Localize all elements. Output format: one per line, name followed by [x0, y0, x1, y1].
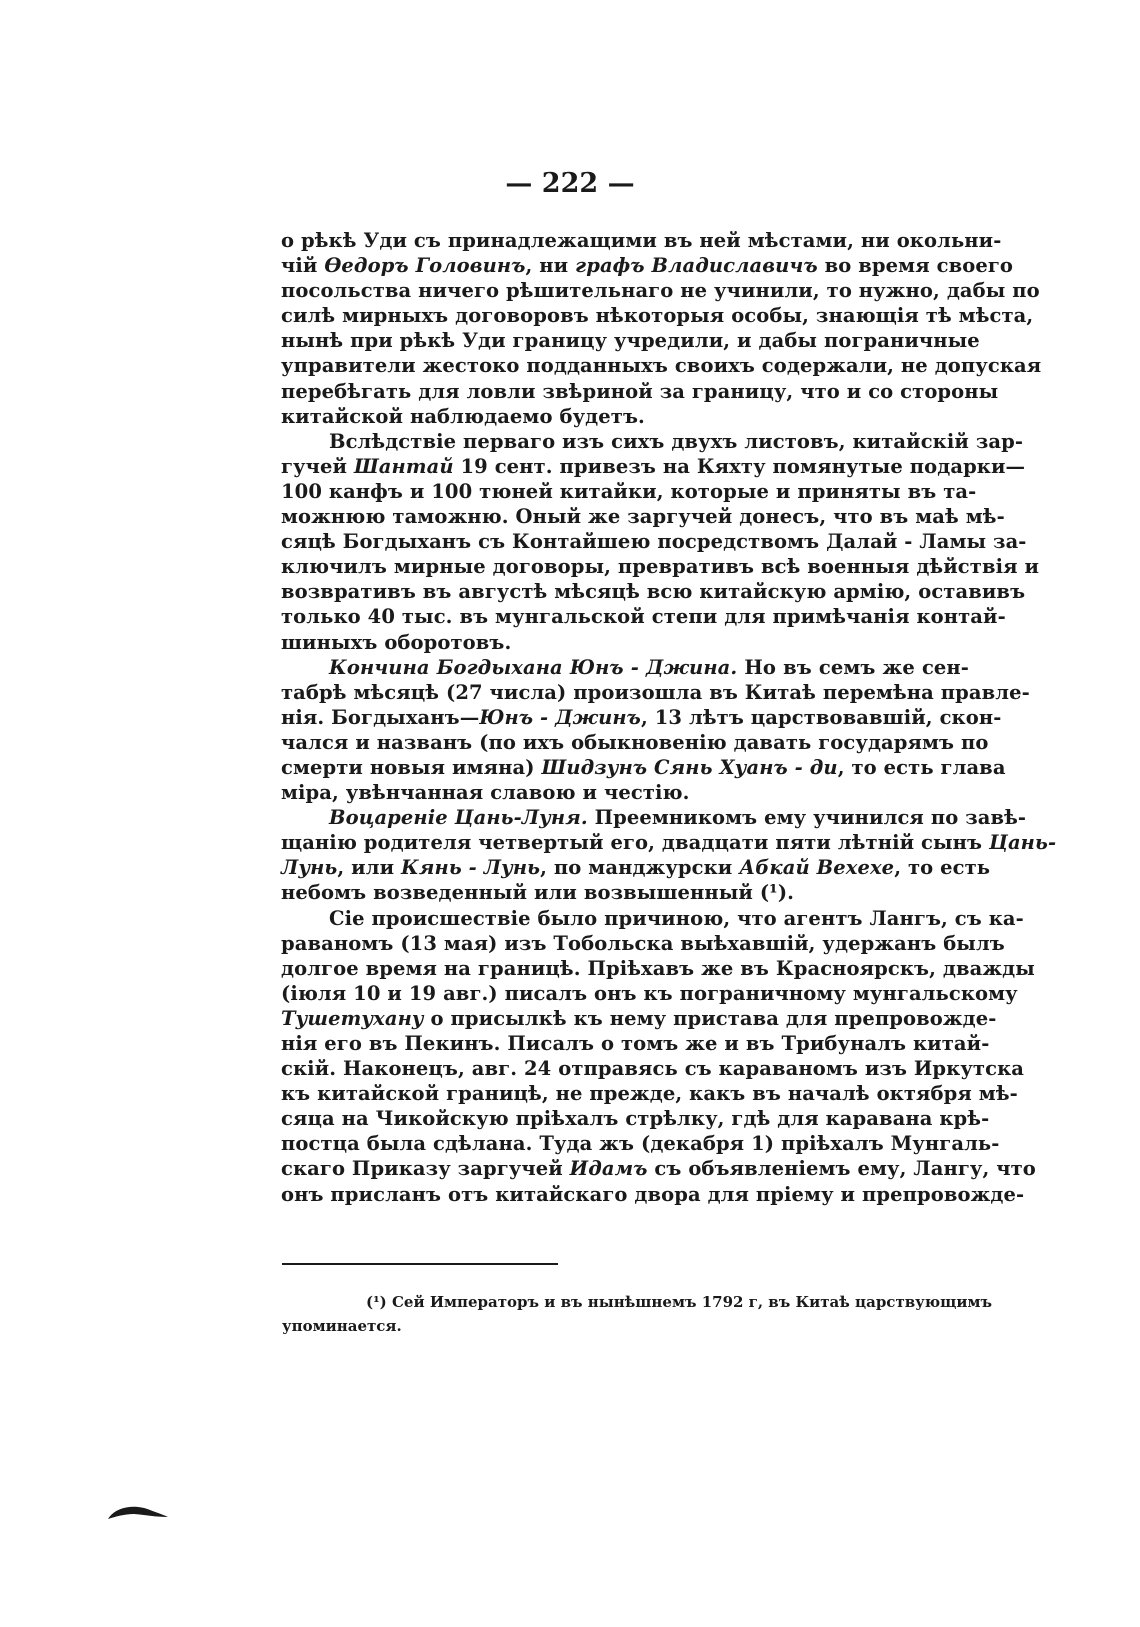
text-run: міра, увѣнчанная славою и честію.: [281, 781, 690, 805]
italic-name: Лунь: [281, 856, 338, 880]
text-run: , ни: [525, 254, 576, 278]
text-line: [281, 328, 980, 353]
footnote-line: (¹) Сей Императоръ и въ нынѣшнемъ 1792 г, въ Китаѣ царствующимъ: [366, 1293, 993, 1311]
text-line: [281, 379, 999, 404]
text-line: [281, 404, 969, 429]
text-line: [281, 429, 1024, 454]
text-run: смерти новыя имяна): [281, 755, 542, 779]
text-line: [281, 479, 977, 504]
text-run: посольства ничего рѣшительнаго не учинили, то нужно, дабы по: [281, 279, 1040, 303]
italic-name: Абкай Вехехе: [739, 856, 895, 880]
text-run: , или: [337, 856, 402, 880]
text-line: [281, 780, 969, 805]
text-run: во время своего: [817, 254, 1013, 278]
text-run: сяца на Чикойскую пріѣхалъ стрѣлку, гдѣ для каравана крѣ-: [281, 1107, 990, 1131]
text-line: [281, 579, 1026, 604]
text-run: , 13 лѣтъ царствовавшій, скон-: [640, 705, 1002, 729]
text-run: нія его въ Пекинъ. Писалъ о томъ же и въ Трибуналъ китай-: [281, 1032, 990, 1055]
text-run: возвративъ въ августѣ мѣсяцѣ всю китайскую армію, оставивъ: [281, 580, 1026, 604]
italic-name: Воцареніе Цань-Луня.: [329, 806, 588, 830]
text-run: сяцѣ Богдыханъ съ Контайшею посредствомъ Далай - Ламы за-: [281, 530, 1027, 554]
italic-name: Кянь - Лунь: [401, 856, 541, 880]
text-run: нынѣ при рѣкѣ Уди границу учредили, и дабы пограничные: [281, 329, 980, 353]
text-run: , по манджурски: [540, 856, 740, 880]
text-run: силѣ мирныхъ договоровъ нѣкоторыя особы, знающія тѣ мѣста,: [281, 304, 1034, 328]
text-line: [281, 554, 1040, 579]
text-run: Вслѣдствіе перваго изъ сихъ двухъ листовъ, китайскій зар-: [329, 429, 1024, 453]
text-line: [281, 680, 1030, 705]
text-run: Преемникомъ ему учинился по завѣ-: [587, 806, 1027, 830]
page-number: — 222 —: [505, 168, 635, 199]
text-run: Но въ семъ же сен-: [737, 655, 969, 679]
text-line: [281, 1182, 1025, 1207]
italic-name: Тушетухану: [281, 1006, 424, 1030]
text-line: [281, 253, 1013, 278]
text-run: гучей: [281, 454, 354, 478]
text-line: [281, 755, 1006, 780]
text-run: , то есть глава: [837, 755, 1006, 779]
italic-name: Юнъ - Джинъ: [479, 705, 641, 729]
text-run: только 40 тыс. въ мунгальской степи для примѣчанія контай-: [281, 605, 1006, 629]
text-line: [281, 830, 1057, 855]
body-text: [281, 228, 1057, 1207]
text-line: [281, 1106, 990, 1131]
italic-name: Кончина Богдыхана Юнъ - Джина.: [329, 655, 738, 679]
text-line: [281, 504, 1005, 529]
text-run: раваномъ (13 мая) изъ Тобольска выѣхавшій, удержанъ былъ: [281, 931, 1005, 955]
text-run: управители жестоко подданныхъ своихъ содержали, не допуская: [281, 354, 1042, 378]
text-line: [281, 931, 1005, 956]
text-run: 19 сент. привезъ на Кяхту помянутые подарки—: [453, 454, 1026, 478]
text-run: (іюля 10 и 19 авг.) писалъ онъ къ пограничному мунгальскому: [281, 981, 1018, 1005]
text-run: къ китайской границѣ, не прежде, какъ въ началѣ октября мѣ-: [281, 1082, 1018, 1106]
italic-name: Шидзунъ Сянь Хуанъ - ди: [541, 755, 838, 779]
text-run: перебѣгать для ловли звѣриной за границу, что и со стороны: [281, 379, 999, 403]
text-run: постца была сдѣлана. Туда жъ (декабря 1) пріѣхалъ Мунгаль-: [281, 1132, 1000, 1156]
italic-name: Идамъ: [569, 1157, 648, 1181]
text-line: [281, 303, 1034, 328]
text-run: ключилъ мирные договоры, превративъ всѣ военныя дѣйствія и: [281, 555, 1040, 579]
text-line: [281, 655, 969, 680]
text-line: [281, 805, 1027, 830]
text-line: [281, 278, 1040, 303]
text-run: скій. Наконецъ, авг. 24 отправясь съ караваномъ изъ Иркутска: [281, 1057, 1025, 1081]
text-line: [281, 604, 1006, 629]
text-line: [281, 529, 1027, 554]
italic-name: графъ Владиславичъ: [575, 254, 818, 278]
text-run: щанію родителя четвертый его, двадцати пяти лѣтній сынъ: [281, 831, 989, 855]
text-line: [281, 956, 1035, 981]
italic-name: Шантай: [353, 454, 454, 478]
text-line: [281, 1006, 997, 1031]
text-run: Сіе происшествіе было причиною, что агентъ Лангъ, съ ка-: [329, 906, 1024, 930]
text-run: шиныхъ оборотовъ.: [281, 630, 512, 654]
text-run: долгое время на границѣ. Пріѣхавъ же въ Красноярскъ, дважды: [281, 956, 1035, 980]
italic-name: Ѳедоръ Головинъ: [324, 254, 526, 278]
text-line: [281, 1081, 1018, 1106]
italic-name: Цань-: [989, 831, 1057, 855]
text-line: [281, 630, 969, 655]
text-run: нія. Богдыханъ—: [281, 705, 480, 729]
text-line: [281, 1131, 1000, 1156]
text-run: чій: [281, 254, 325, 278]
footnote-line: упоминается.: [282, 1317, 402, 1335]
text-line: [281, 880, 969, 905]
text-line: [281, 454, 1026, 479]
text-line: [281, 353, 1042, 378]
page-curl-mark-icon: [106, 1502, 170, 1524]
text-run: онъ присланъ отъ китайскаго двора для пріему и препровожде-: [281, 1182, 1025, 1206]
text-run: можнюю таможню. Оный же заргучей донесъ, что въ маѣ мѣ-: [281, 505, 1005, 529]
text-line: [281, 1156, 1036, 1181]
footnote-divider: [282, 1263, 558, 1265]
text-line: [281, 705, 1002, 730]
text-line: [281, 730, 989, 755]
text-line: [281, 1031, 990, 1056]
text-line: [281, 906, 1024, 931]
text-line: [281, 981, 1018, 1006]
text-run: небомъ возведенный или возвышенный (¹).: [281, 881, 795, 905]
text-line: [281, 228, 1002, 253]
text-run: 100 канфъ и 100 тюней китайки, которые и приняты въ та-: [281, 479, 977, 503]
text-run: о присылкѣ къ нему пристава для препровожде-: [423, 1006, 997, 1030]
footnote: [282, 1290, 993, 1338]
text-run: скаго Приказу заргучей: [281, 1157, 570, 1181]
text-line: [281, 1056, 1025, 1081]
text-run: , то есть: [894, 856, 991, 880]
text-run: о рѣкѣ Уди съ принадлежащими въ ней мѣстами, ни окольни-: [281, 229, 1002, 252]
text-run: чался и названъ (по ихъ обыкновенію давать государямъ по: [281, 730, 989, 754]
text-run: табрѣ мѣсяцѣ (27 числа) произошла въ Китаѣ перемѣна правле-: [281, 680, 1030, 704]
text-line: [281, 855, 991, 880]
text-run: съ объявленіемъ ему, Лангу, что: [647, 1157, 1036, 1181]
text-run: китайской наблюдаемо будетъ.: [281, 404, 645, 428]
